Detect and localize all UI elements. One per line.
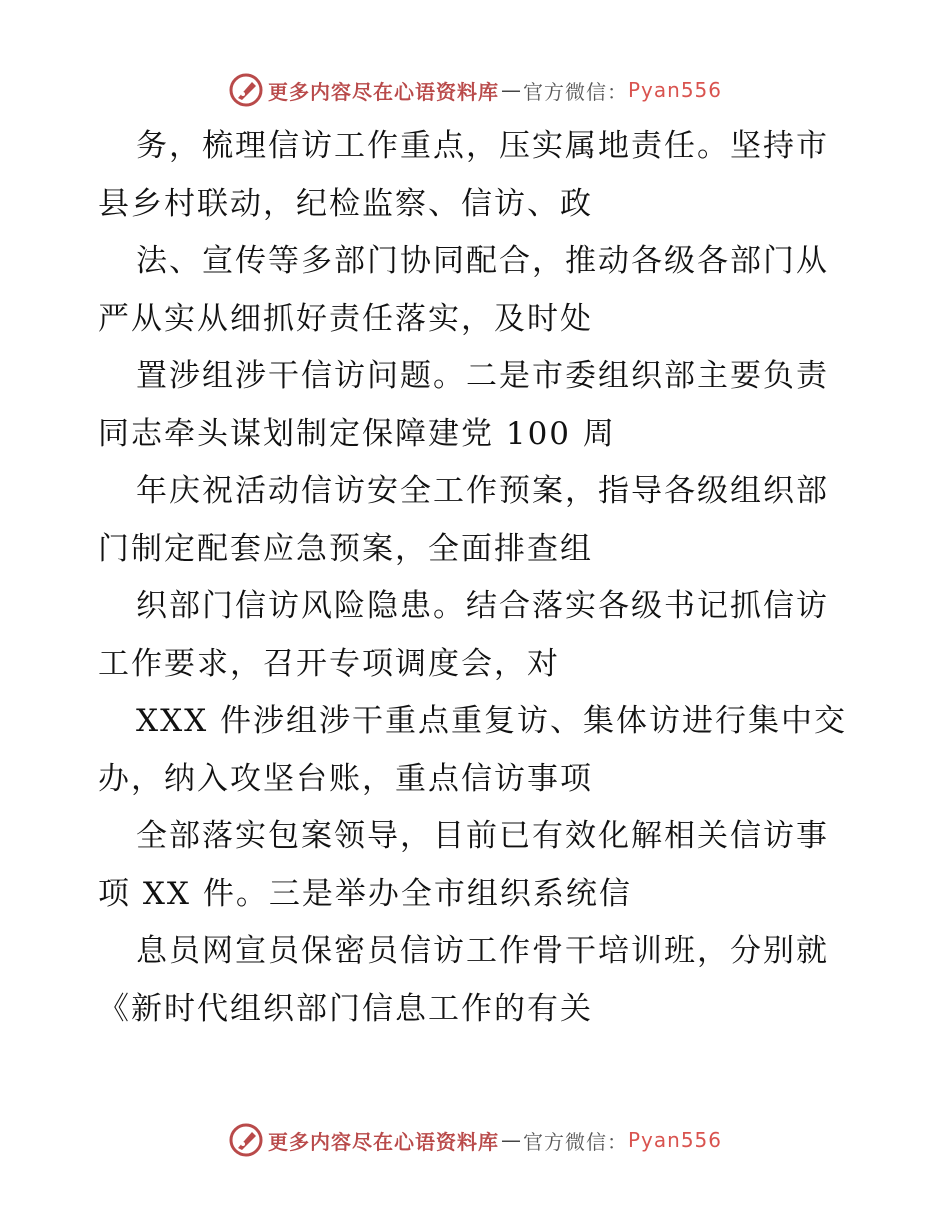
text-line: 法、宣传等多部门协同配合，推动各级各部门从 — [136, 243, 829, 279]
text-line: 置涉组涉干信访问题。二是市委组织部主要负责 — [136, 358, 829, 394]
text-line: 门制定配套应急预案，全面排查组 — [98, 530, 593, 567]
watermark-text: 更多内容尽在心语资料库 — [267, 1129, 499, 1154]
text-line: 工作要求，召开专项调度会，对 — [98, 645, 560, 682]
watermark-wechat-id: Pyan556 — [627, 1128, 722, 1152]
text-line: 《新时代组织部门信息工作的有关 — [98, 990, 593, 1027]
text-line: 办，纳入攻坚台账，重点信访事项 — [98, 760, 593, 797]
text-line: 织部门信访风险隐患。结合落实各级书记抓信访 — [136, 588, 829, 624]
text-line: 全部落实包案领导，目前已有效化解相关信访事 — [136, 818, 829, 854]
watermark-contact: 官方微信： — [522, 1129, 628, 1154]
text-line: 严从实从细抓好责任落实，及时处 — [98, 300, 593, 337]
header-watermark — [0, 70, 950, 110]
pen-nib-logo-icon — [228, 1122, 264, 1158]
watermark-text: 更多内容尽在心语资料库 — [267, 79, 499, 104]
text-line: 项 XX 件。三是举办全市组织系统信 — [98, 875, 632, 912]
watermark-separator: — — [500, 78, 521, 102]
pen-nib-logo-icon — [228, 72, 264, 108]
watermark-wechat-id: Pyan556 — [627, 78, 722, 102]
watermark-contact: 官方微信： — [522, 79, 628, 104]
footer-watermark — [0, 1120, 950, 1160]
text-line: 同志牵头谋划制定保障建党 100 周 — [98, 415, 616, 452]
watermark-separator: — — [500, 1128, 521, 1152]
text-line: 年庆祝活动信访安全工作预案，指导各级组织部 — [136, 473, 829, 509]
document-body — [98, 118, 858, 1038]
text-line: 息员网宣员保密员信访工作骨干培训班，分别就 — [136, 933, 829, 969]
text-line: 务，梳理信访工作重点，压实属地责任。坚持市 — [136, 128, 829, 164]
text-line: 县乡村联动，纪检监察、信访、政 — [98, 185, 593, 222]
text-line: XXX 件涉组涉干重点重复访、集体访进行集中交 — [136, 703, 848, 739]
